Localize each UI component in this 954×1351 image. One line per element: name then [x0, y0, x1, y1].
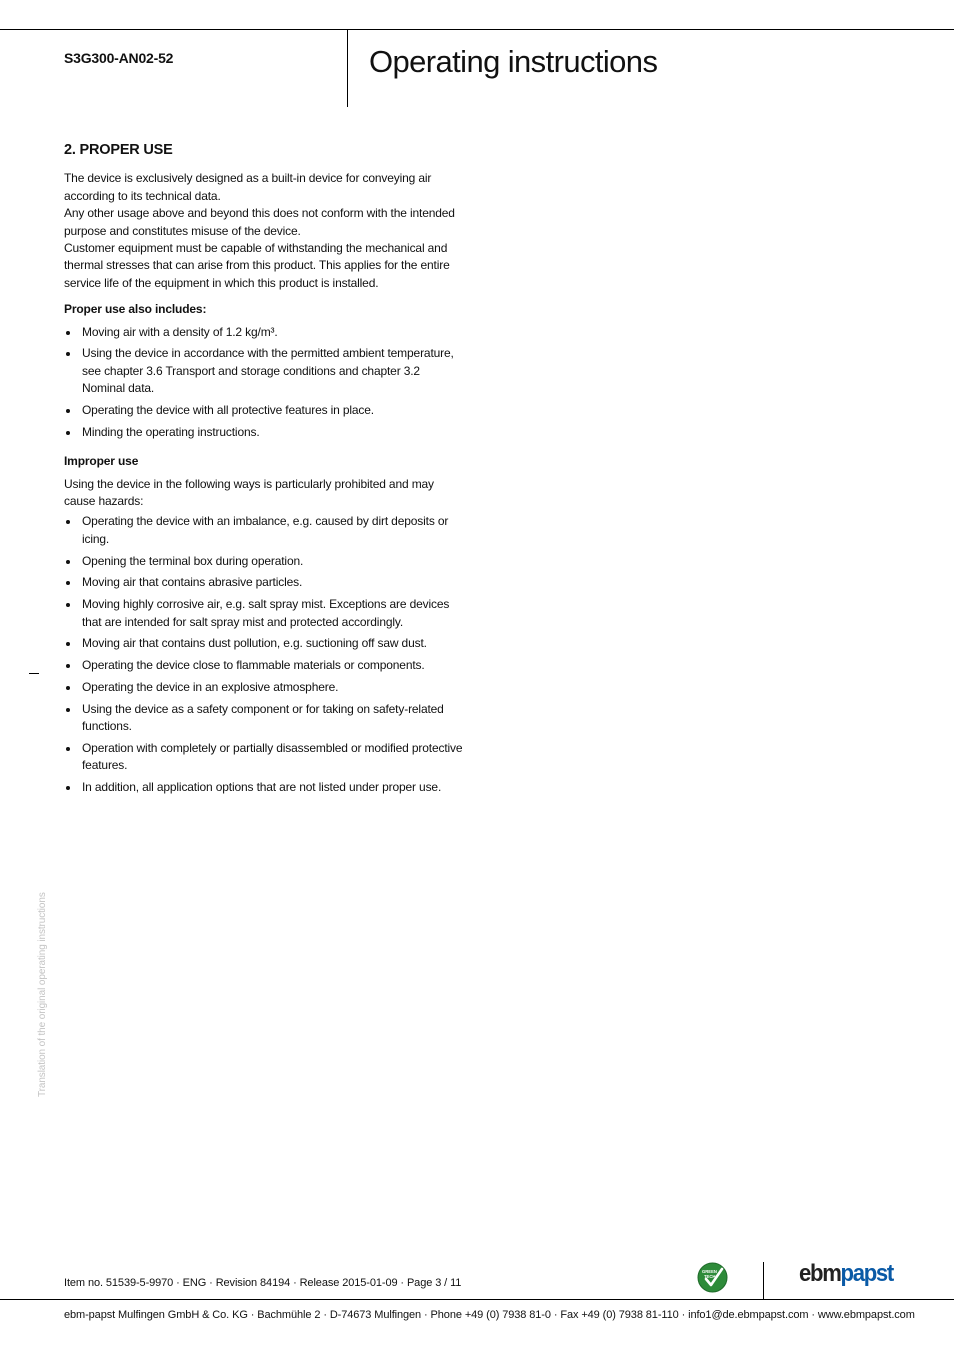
list-item: Operation with completely or partially disassembled or modified protective features. [64, 740, 464, 775]
improper-use-list [64, 513, 464, 796]
item-info: Item no. 51539-5-9970 · ENG · Revision 84194 · Release 2015-01-09 · Page 3 / 11 [64, 1277, 462, 1289]
list-item: In addition, all application options that are not listed under proper use. [64, 779, 464, 796]
list-item: Moving air that contains dust pollution, e.g. suctioning off saw dust. [64, 635, 464, 652]
footer-rule [0, 1299, 954, 1300]
list-item: Moving air with a density of 1.2 kg/m³. [64, 324, 464, 341]
improper-use-heading: Improper use [64, 454, 139, 469]
header-divider [347, 29, 348, 107]
intro-paragraph: Any other usage above and beyond this does not conform with the intended purpose and constitutes misuse of the device. [64, 206, 455, 238]
list-item: Using the device as a safety component or for taking on safety-related functions. [64, 701, 464, 736]
improper-use-intro: Using the device in the following ways is particularly prohibited and may cause hazards: [64, 476, 434, 509]
list-item: Minding the operating instructions. [64, 424, 464, 441]
header-rule [0, 29, 954, 30]
list-item: Operating the device in an explosive atmosphere. [64, 679, 464, 696]
list-item: Using the device in accordance with the permitted ambient temperature, see chapter 3.6 Transport and storage conditions and chapter 3.2 Nominal data. [64, 345, 464, 397]
section-heading: 2. PROPER USE [64, 142, 173, 158]
brand-ebm: ebm [799, 1260, 841, 1287]
list-item: Operating the device with an imbalance, e.g. caused by dirt deposits or icing. [64, 513, 464, 548]
list-item: Opening the terminal box during operation. [64, 553, 464, 570]
fold-mark [29, 673, 39, 674]
list-item: Operating the device close to flammable materials or components. [64, 657, 464, 674]
document-title: Operating instructions [369, 44, 658, 79]
svg-text:GREEN: GREEN [702, 1269, 717, 1274]
list-item: Moving highly corrosive air, e.g. salt spray mist. Exceptions are devices that are intended for salt spray mist and protected accordingly. [64, 596, 464, 631]
list-item: Operating the device with all protective features in place. [64, 402, 464, 419]
intro-paragraph: The device is exclusively designed as a built-in device for conveying air according to its technical data. [64, 171, 432, 203]
logo-divider [763, 1262, 764, 1300]
brand-papst: papst [840, 1260, 893, 1287]
ebmpapst-logo [799, 1260, 893, 1288]
model-number: S3G300-AN02-52 [64, 50, 174, 66]
proper-use-list [64, 324, 464, 442]
main-content [64, 142, 464, 801]
green-tech-logo-icon [697, 1262, 728, 1293]
proper-use-heading: Proper use also includes: [64, 302, 207, 317]
translation-note: Translation of the original operating instructions [37, 892, 48, 1097]
intro-paragraph: Customer equipment must be capable of withstanding the mechanical and thermal stresses that can arise from this product. This applies for the entire service life of the equipment in which this product is installed. [64, 241, 450, 290]
svg-text:TECH: TECH [704, 1274, 716, 1279]
company-footer: ebm-papst Mulfingen GmbH & Co. KG · Bachmühle 2 · D-74673 Mulfingen · Phone +49 (0) 7938 81-0 · Fax +49 (0) 7938 81-110 · info1@de.ebmpapst.com · www.ebmpapst.com [64, 1309, 915, 1321]
list-item: Moving air that contains abrasive particles. [64, 574, 464, 591]
